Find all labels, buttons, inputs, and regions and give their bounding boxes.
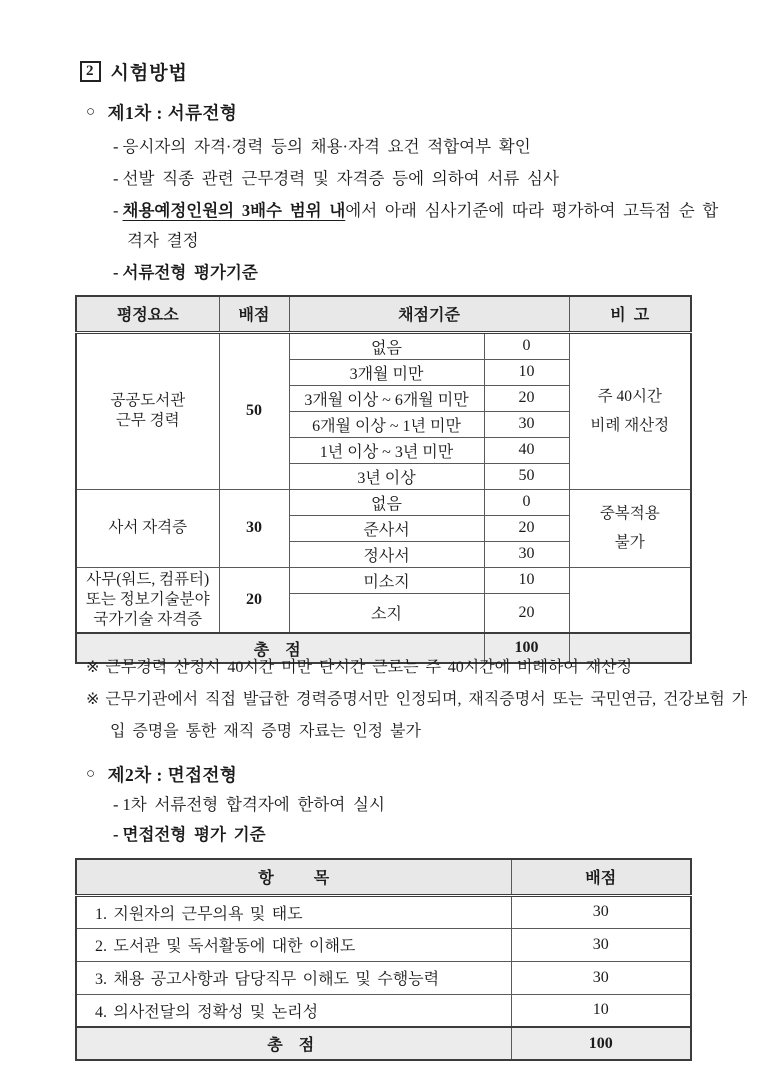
score-cell: 30 (511, 928, 691, 961)
interview-criteria-table (75, 858, 692, 1061)
total-label: 총 점 (76, 633, 484, 663)
criteria-cell: 6개월 이상 ~ 1년 미만 (289, 411, 484, 437)
bullet-text-emphasized: 채용예정인원의 3배수 범위 내 (122, 201, 346, 220)
circle-bullet-icon: ○ (86, 766, 96, 782)
reference-mark-icon: ※ (86, 659, 100, 676)
footnote (86, 684, 758, 748)
item-cell: 2. 도서관 및 독서활동에 대한 이해도 (76, 928, 511, 961)
table1-header-row (76, 296, 691, 332)
factor-cell (76, 332, 219, 489)
note-line: 비례 재산정 (590, 417, 670, 434)
total-label: 총 점 (76, 1027, 511, 1060)
table2-total-row (76, 1027, 691, 1060)
score-cell: 20 (484, 385, 569, 411)
criteria-cell: 준사서 (289, 515, 484, 541)
total-value: 100 (511, 1027, 691, 1060)
table2-header-row (76, 859, 691, 895)
footnote (86, 652, 758, 684)
bullet-text: 1차 서류전형 합격자에 한하여 실시 (122, 795, 385, 814)
score-cell: 10 (484, 359, 569, 385)
score-cell: 20 (484, 593, 569, 633)
criteria-cell: 없음 (289, 489, 484, 515)
points-cell: 50 (219, 332, 289, 489)
round2-bullet-2 (113, 820, 728, 850)
points-cell: 30 (219, 489, 289, 567)
round1-bullet-4 (113, 258, 728, 288)
item-cell: 1. 지원자의 근무의욕 및 태도 (76, 895, 511, 928)
score-cell: 10 (511, 994, 691, 1027)
document-screening-criteria-table (75, 295, 692, 664)
table-row (76, 895, 691, 928)
item-cell: 4. 의사전달의 정확성 및 논리성 (76, 994, 511, 1027)
factor-line: 국가기술 자격증 (93, 610, 203, 628)
criteria-cell: 3개월 이상 ~ 6개월 미만 (289, 385, 484, 411)
footnote-text: 근무기관에서 직접 발급한 경력증명서만 인정되며, 재직증명서 또는 국민연금, 건강보험 가입 증명을 통한 재직 증명 자료는 인정 불가 (105, 691, 748, 740)
points-cell: 20 (219, 567, 289, 633)
score-cell: 0 (484, 489, 569, 515)
item-cell: 3. 채용 공고사항과 담당직무 이해도 및 수행능력 (76, 961, 511, 994)
round1-title: 제1차 : 서류전형 (107, 103, 238, 123)
footnotes (86, 652, 758, 748)
round1-heading (86, 100, 237, 125)
footnote-text: 근무경력 산정시 40시간 미만 단시간 근로는 주 40시간에 비례하여 재산정 (105, 659, 633, 676)
table1-header-points: 배점 (219, 296, 289, 332)
score-cell: 50 (484, 463, 569, 489)
circle-bullet-icon: ○ (86, 104, 96, 120)
score-cell: 30 (484, 541, 569, 567)
criteria-cell: 소지 (289, 593, 484, 633)
bullet-text: 서류전형 평가기준 (122, 263, 258, 282)
section-heading (80, 58, 188, 85)
criteria-cell: 정사서 (289, 541, 484, 567)
note-cell (569, 567, 691, 633)
factor-line: 사무(워드, 컴퓨터) (86, 570, 210, 588)
section-title: 시험방법 (110, 63, 188, 84)
table2-header-item: 항 목 (76, 859, 511, 895)
note-line: 주 40시간 (597, 387, 662, 405)
factor-line: 사서 자격증 (108, 518, 188, 536)
round1-bullet-2 (113, 164, 728, 194)
note-line: 불가 (614, 534, 645, 551)
criteria-cell: 1년 이상 ~ 3년 미만 (289, 437, 484, 463)
note-cell (569, 332, 691, 489)
factor-line: 근무 경력 (115, 412, 180, 429)
criteria-cell: 3년 이상 (289, 463, 484, 489)
score-cell: 30 (484, 411, 569, 437)
bullet-text: 선발 직종 관련 근무경력 및 자격증 등에 의하여 서류 심사 (122, 169, 559, 188)
round2-heading (86, 762, 237, 787)
round1-bullet-1 (113, 132, 728, 162)
note-cell (569, 489, 691, 567)
dash-bullet-icon: - (113, 825, 119, 844)
table-row (76, 994, 691, 1027)
score-cell: 20 (484, 515, 569, 541)
factor-line: 또는 정보기술분야 (85, 590, 210, 608)
table-row (76, 567, 691, 593)
round1-bullet-3 (113, 196, 728, 256)
table-row (76, 928, 691, 961)
total-value: 100 (484, 633, 569, 663)
dash-bullet-icon: - (113, 169, 119, 188)
factor-line: 공공도서관 (110, 391, 186, 409)
criteria-cell: 미소지 (289, 567, 484, 593)
score-cell: 10 (484, 567, 569, 593)
round2-title: 제2차 : 면접전형 (107, 765, 238, 785)
table1-header-criteria: 채점기준 (289, 296, 569, 332)
table-row (76, 489, 691, 515)
table-row (76, 961, 691, 994)
note-line: 중복적용 (599, 504, 660, 522)
criteria-cell: 없음 (289, 332, 484, 359)
boxed-number: 2 (80, 61, 101, 82)
bullet-text: 에서 아래 심사기준에 따라 평가하여 고득점 순 합격자 결정 (127, 201, 719, 250)
table1-header-note: 비 고 (569, 296, 691, 332)
criteria-cell: 3개월 미만 (289, 359, 484, 385)
dash-bullet-icon: - (113, 137, 119, 156)
table2-header-points: 배점 (511, 859, 691, 895)
score-cell: 30 (511, 895, 691, 928)
bullet-text: 응시자의 자격·경력 등의 채용·자격 요건 적합여부 확인 (122, 137, 531, 156)
table1-header-factor: 평정요소 (76, 296, 219, 332)
table-row (76, 332, 691, 359)
score-cell: 30 (511, 961, 691, 994)
score-cell: 40 (484, 437, 569, 463)
reference-mark-icon: ※ (86, 691, 100, 708)
dash-bullet-icon: - (113, 795, 119, 814)
bullet-text: 면접전형 평가 기준 (122, 825, 266, 844)
round2-bullet-1 (113, 790, 728, 820)
factor-cell (76, 489, 219, 567)
dash-bullet-icon: - (113, 201, 119, 220)
score-cell: 0 (484, 332, 569, 359)
factor-cell (76, 567, 219, 633)
dash-bullet-icon: - (113, 263, 119, 282)
